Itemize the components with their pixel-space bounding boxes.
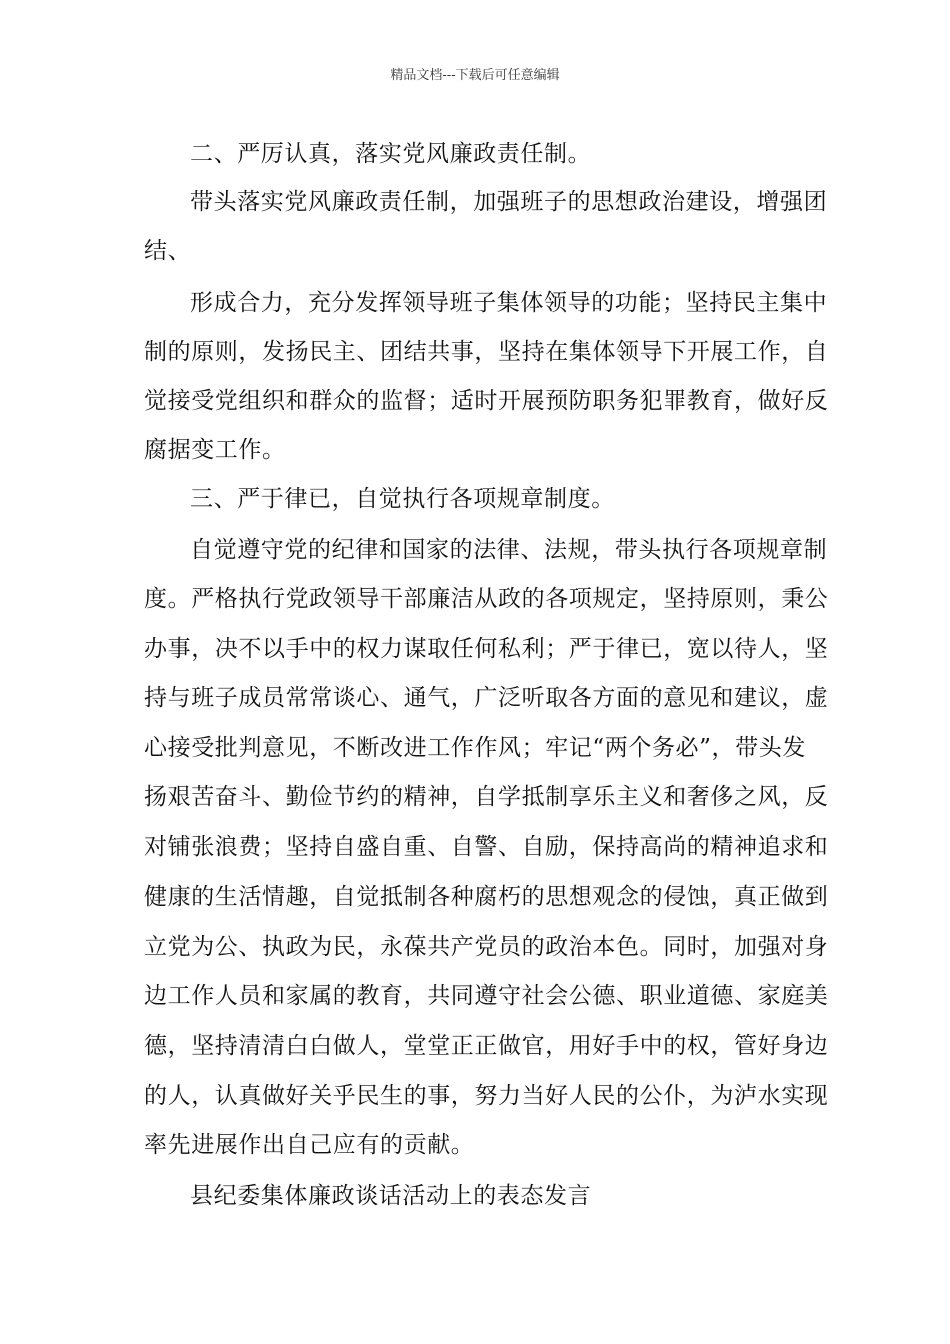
paragraph-line: 腐据变工作。 xyxy=(144,437,286,463)
page-header: 精品文档---下载后可任意编辑 xyxy=(390,68,560,83)
paragraph-line: 健康的生活情趣，自觉抵制各种腐朽的思想观念的侵蚀，真正做到 xyxy=(144,884,829,910)
paragraph-line: 自觉遵守党的纪律和国家的法律、法规，带头执行各项规章制 xyxy=(190,537,828,563)
section-heading-2: 二、严厉认真，落实党风廉政责任制。 xyxy=(190,141,592,167)
paragraph-line: 率先进展作出自己应有的贡献。 xyxy=(144,1132,475,1158)
paragraph-line: 带头落实党风廉政责任制，加强班子的思想政治建设，增强团 xyxy=(190,189,828,215)
paragraph-line: 边工作人员和家属的教育，共同遵守社会公德、职业道德、家庭美 xyxy=(144,983,829,1009)
paragraph-line: 的人，认真做好关乎民生的事，努力当好人民的公仆，为泸水实现 xyxy=(144,1083,829,1109)
paragraph-line: 德，坚持清清白白做人，堂堂正正做官，用好手中的权，管好身边 xyxy=(144,1033,829,1059)
paragraph-line: 持与班子成员常常谈心、通气，广泛听取各方面的意见和建议，虚 xyxy=(144,685,829,711)
paragraph-line: 对铺张浪费；坚持自盛自重、自警、自励，保持高尚的精神追求和 xyxy=(144,834,829,860)
section-heading-3: 三、严于律已，自觉执行各项规章制度。 xyxy=(190,486,615,512)
paragraph-line: 立党为公、执政为民，永葆共产党员的政治本色。同时，加强对身 xyxy=(144,934,829,960)
paragraph-line: 制的原则，发扬民主、团结共事，坚持在集体领导下开展工作，自 xyxy=(144,339,829,365)
paragraph-line: 心接受批判意见，不断改进工作作风；牢记“两个务必”，带头发 xyxy=(144,735,806,761)
paragraph-line: 扬艰苦奋斗、勤俭节约的精神，自学抵制享乐主义和奢侈之风，反 xyxy=(144,784,829,810)
paragraph-line: 结、 xyxy=(144,238,192,264)
document-title: 县纪委集体廉政谈话活动上的表态发言 xyxy=(190,1183,592,1209)
paragraph-line: 度。严格执行党政领导干部廉洁从政的各项规定，坚持原则，秉公 xyxy=(144,586,829,612)
paragraph-line: 觉接受党组织和群众的监督；适时开展预防职务犯罪教育，做好反 xyxy=(144,388,829,414)
paragraph-line: 形成合力，充分发挥领导班子集体领导的功能；坚持民主集中 xyxy=(190,290,828,316)
paragraph-line: 办事，决不以手中的权力谋取任何私利；严于律已，宽以待人，坚 xyxy=(144,636,829,662)
